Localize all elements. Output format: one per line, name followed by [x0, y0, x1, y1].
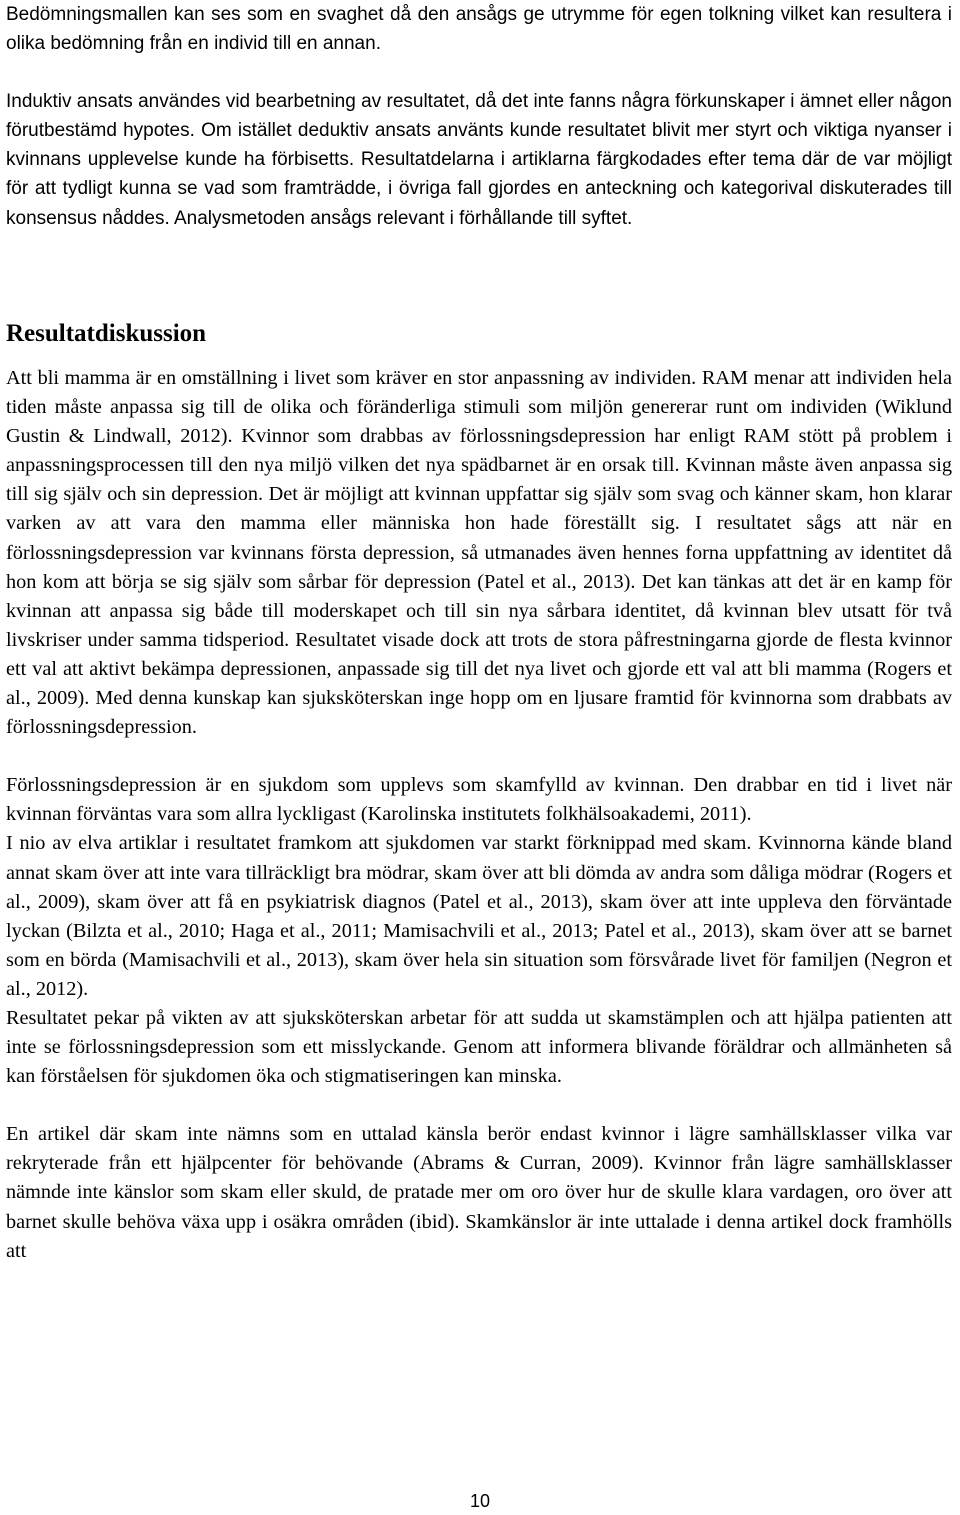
paragraph-gap	[6, 58, 952, 87]
paragraph-inductive-approach: Induktiv ansats användes vid bearbetning av resultatet, då det inte fanns några förkunskaper i ämnet eller någon förutbestämd hypotes. Om istället deduktiv ansats använts kunde resultatet blivit mer styrt och viktiga nyanser i kvinnans upplevelse kunde ha förbisetts. Resultatdelarna i artiklarna färgkodades efter tema där de var möjligt för att tydligt kunna se vad som framträdde, i övriga fall gjordes en anteckning och kategorival diskuterades till konsensus nåddes. Analysmetoden ansågs relevant i förhållande till syftet.	[6, 91, 952, 229]
paragraph-lower-classes: En artikel där skam inte nämns som en uttalad känsla berör endast kvinnor i lägre samhällsklasser vilka var rekryterade från ett hjälpcenter för behövande (Abrams & Curran, 2009). Kvinnor från lägre samhällsklasser nämnde inte känslor som skam eller skuld, de pratade mer om oro över hur de skulle klara vardagen, oro över att barnet skulle behöva växa upp i osäkra områden (ibid). Skamkänslor är inte uttalade i denna artikel dock framhölls att	[6, 1123, 952, 1262]
paragraph-nurse-role: Resultatet pekar på vikten av att sjuksköterskan arbetar för att sudda ut skamstämplen och att hjälpa patienten att inte se förlossningsdepression som ett misslyckande. Genom att informera blivande föräldrar och allmänheten så kan förståelsen för sjukdomen öka och stigmatiseringen kan minska.	[6, 1006, 952, 1088]
method-discussion-section	[6, 0, 952, 233]
section-heading: Resultatdiskussion	[6, 320, 207, 347]
paragraph-gap	[6, 742, 952, 771]
paragraph-shame-findings: I nio av elva artiklar i resultatet framkom att sjukdomen var starkt förknippad med skam. Kvinnorna kände bland annat skam över att inte vara tillräckligt bra mödrar, skam över att bli dömda av andra som dåliga mödrar (Rogers et al., 2009), skam över att få en psykiatrisk diagnos (Patel et al., 2013), skam över att inte uppleva den förväntade lyckan (Bilzta et al., 2010; Haga et al., 2011; Mamisachvili et al., 2013; Patel et al., 2013), skam över att se barnet som en börda (Mamisachvili et al., 2013), skam över hela sin situation som försvårade livet för familjen (Negron et al., 2012).	[6, 832, 952, 1000]
paragraph-becoming-mother: Att bli mamma är en omställning i livet som kräver en stor anpassning av individen. RAM menar att individen hela tiden måste anpassa sig till de olika och föränderliga stimuli som miljön genererar runt om individen (Wiklund Gustin & Lindwall, 2012). Kvinnor som drabbas av förlossningsdepression har enligt RAM stött på problem i anpassningsprocessen till den nya miljö vilken det nya spädbarnet är en orsak till. Kvinnan måste även anpassa sig till sig själv och sin depression. Det är möjligt att kvinnan uppfattar sig själv som svag och känner skam, hon klarar varken av att vara den mamma eller människa hon hade föreställt sig. I resultatet sågs att när en förlossningsdepression var kvinnans första depression, så utmanades även hennes forna uppfattning av identitet då hon kom att börja se sig själv som sårbar för depression (Patel et al., 2013). Det kan tänkas att det är en kamp för kvinnan att anpassa sig både till moderskapet och till sin nya sårbara identitet, då kvinnan blev utsatt för två livskriser under samma tidsperiod. Resultatet visade dock att trots de stora påfrestningarna gjorde de flesta kvinnor ett val att aktivt bekämpa depressionen, anpassade sig till det nya livet och gjorde ett val att bli mamma (Rogers et al., 2009). Med denna kunskap kan sjuksköterskan inge hopp om en ljusare framtid för kvinnorna som drabbats av förlossningsdepression.	[6, 367, 952, 739]
paragraph-assessment-template: Bedömningsmallen kan ses som en svaghet då den ansågs ge utrymme för egen tolkning vilket kan resultera i olika bedömning från en individ till en annan.	[6, 4, 952, 55]
results-discussion-section	[6, 318, 952, 1266]
page-number: 10	[469, 1491, 491, 1511]
paragraph-gap	[6, 1091, 952, 1120]
paragraph-shameful-illness: Förlossningsdepression är en sjukdom som upplevs som skamfylld av kvinnan. Den drabbar en tid i livet när kvinnan förväntas vara som allra lyckligast (Karolinska institutets folkhälsoakademi, 2011).	[6, 774, 952, 826]
